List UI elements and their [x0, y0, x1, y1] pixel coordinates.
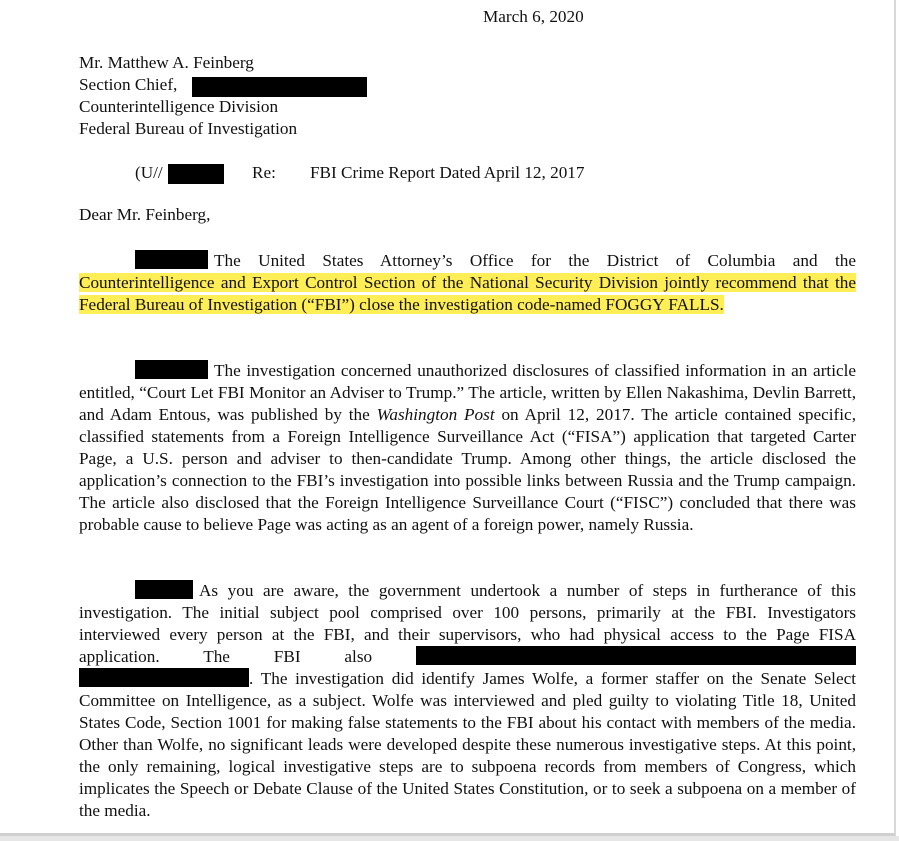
publication-name: Washington Post	[376, 405, 495, 424]
salutation: Dear Mr. Feinberg,	[79, 205, 211, 224]
letter-date: March 6, 2020	[483, 7, 584, 26]
redaction-block	[135, 250, 208, 269]
redaction-block	[416, 646, 856, 665]
paragraph-1	[79, 250, 856, 316]
recipient-title: Section Chief,	[79, 75, 178, 94]
re-subject: FBI Crime Report Dated April 12, 2017	[310, 163, 585, 182]
redaction-block	[135, 580, 193, 599]
paragraph-3	[79, 580, 856, 822]
redaction-block	[135, 360, 208, 379]
re-label: Re:	[252, 163, 276, 182]
recipient-org: Federal Bureau of Investigation	[79, 119, 298, 138]
classification-marking: (U//	[135, 163, 163, 182]
redaction-block	[79, 668, 249, 687]
paragraph-2-text-a: The investigation concerned unauthorized disclosures of classified information in an article entitled, “Court Let FBI Monitor an Adviser to Trump.” The article, written by Ellen Nakashima, Devlin Barrett, and Adam Entous, was published by the	[79, 361, 856, 424]
highlighted-recommendation: Counterintelligence and Export Control Section of the National Security Division jointly recommend that the Federal Bureau of Investigation (“FBI”) close the investigation code-named FOGGY FALLS.	[79, 273, 856, 314]
paragraph-3-text-b: . The investigation did identify James Wolfe, a former staffer on the Senate Select Committee on Intelligence, as a subject. Wolfe was interviewed and pled guilty to violating Title 18, United States Code, Section 1001 for making false statements to the FBI about his contact with members of the media. Other than Wolfe, no significant leads were developed despite these numerous investigative steps. At this point, the only remaining, logical investigative steps are to subpoena records from members of Congress, which implicates the Speech or Debate Clause of the United States Constitution, or to seek a subpoena on a member of the media.	[79, 669, 856, 820]
recipient-division: Counterintelligence Division	[79, 97, 279, 116]
paragraph-2	[79, 360, 856, 536]
paragraph-3-text-a: As you are aware, the government undertook a number of steps in furtherance of this investigation. The initial subject pool comprised over 100 persons, primarily at the FBI. Investigators interviewed every person at the FBI, and their supervisors, who had physical access to the Page FISA application. The FBI also	[79, 581, 856, 666]
paragraph-2-text-b: on April 12, 2017. The article contained specific, classified statements from a Foreign Intelligence Surveillance Act (“FISA”) application that targeted Carter Page, a U.S. person and adviser to then-candidate Trump. Among other things, the article disclosed the application’s connection to the FBI’s investigation into possible links between Russia and the Trump campaign. The article also disclosed that the Foreign Intelligence Surveillance Court (“FISC”) concluded that there was probable cause to believe Page was acting as an agent of a foreign power, namely Russia.	[79, 405, 856, 534]
redaction-block	[168, 164, 224, 184]
recipient-name: Mr. Matthew A. Feinberg	[79, 53, 254, 72]
paragraph-1-lead: The United States Attorney’s Office for the District of Columbia and the	[214, 251, 856, 270]
redaction-block	[192, 77, 367, 97]
page-bottom-edge	[0, 836, 899, 841]
